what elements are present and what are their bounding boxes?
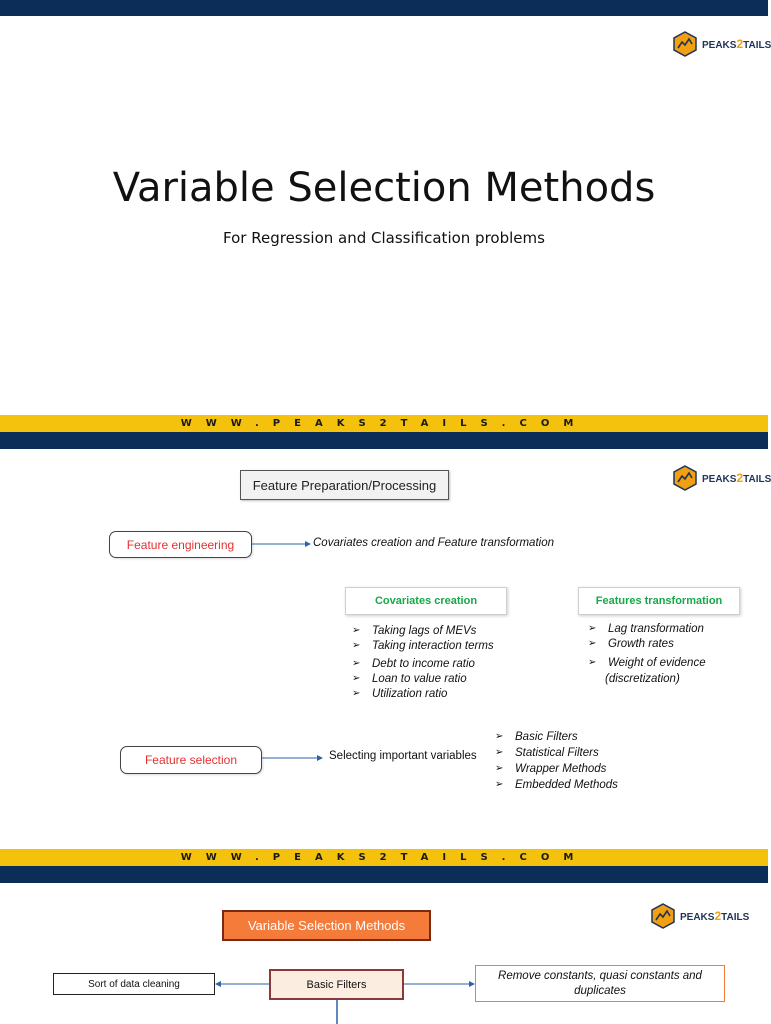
logo [672, 31, 771, 57]
list-item: ➢ Embedded Methods [495, 779, 618, 791]
list-item: ➢ Weight of evidence [588, 657, 706, 669]
logo [672, 465, 771, 491]
logo [650, 903, 749, 929]
basic-filters-box: Basic Filters [269, 969, 404, 1000]
feature-selection-description: Selecting important variables [329, 750, 477, 762]
list-item: ➢ Wrapper Methods [495, 763, 607, 775]
features-transformation-box: Features transformation [578, 587, 740, 615]
feature-preparation-header: Feature Preparation/Processing [240, 470, 449, 500]
connector-line [335, 1000, 339, 1024]
logo-text: PEAKS2TAILS [680, 909, 750, 923]
arrow-icon [215, 979, 271, 989]
mountain-hexagon-icon [672, 31, 698, 57]
list-item: ➢ Taking lags of MEVs [352, 625, 477, 637]
selection-methods-list [495, 731, 618, 795]
navy-divider [0, 866, 768, 883]
list-item: ➢ Lag transformation [588, 623, 704, 635]
list-item: (discretization) [605, 673, 680, 685]
remove-constants-box: Remove constants, quasi constants and duplicates [475, 965, 725, 1002]
covariates-list [352, 625, 494, 703]
variable-selection-header: Variable Selection Methods [222, 910, 431, 941]
arrow-icon [404, 979, 476, 989]
website-banner[interactable] [0, 849, 768, 866]
top-navy-bar [0, 0, 768, 16]
logo-text: PEAKS2TAILS [702, 471, 771, 485]
list-item: ➢ Debt to income ratio [352, 658, 475, 670]
website-text[interactable]: WWW.PEAKS2TAILS.COM [180, 418, 588, 429]
mountain-hexagon-icon [672, 465, 698, 491]
list-item: ➢ Growth rates [588, 638, 674, 650]
arrow-icon [252, 539, 312, 549]
mountain-hexagon-icon [650, 903, 676, 929]
website-text[interactable]: WWW.PEAKS2TAILS.COM [180, 852, 588, 863]
list-item: ➢ Loan to value ratio [352, 673, 467, 685]
list-item: ➢ Utilization ratio [352, 688, 448, 700]
list-item: ➢ Basic Filters [495, 731, 578, 743]
list-item: ➢ Taking interaction terms [352, 640, 494, 652]
website-banner[interactable] [0, 415, 768, 432]
feature-engineering-box: Feature engineering [109, 531, 252, 558]
arrow-icon [262, 753, 324, 763]
navy-divider [0, 432, 768, 449]
transformation-list [588, 623, 706, 688]
logo-text: PEAKS2TAILS [702, 37, 771, 51]
feature-engineering-description: Covariates creation and Feature transformation [313, 537, 554, 549]
feature-selection-box: Feature selection [120, 746, 262, 774]
covariates-creation-box: Covariates creation [345, 587, 507, 615]
list-item: ➢ Statistical Filters [495, 747, 599, 759]
data-cleaning-box: Sort of data cleaning [53, 973, 215, 995]
main-title: Variable Selection Methods [112, 165, 656, 211]
subtitle: For Regression and Classification problems [223, 229, 545, 247]
